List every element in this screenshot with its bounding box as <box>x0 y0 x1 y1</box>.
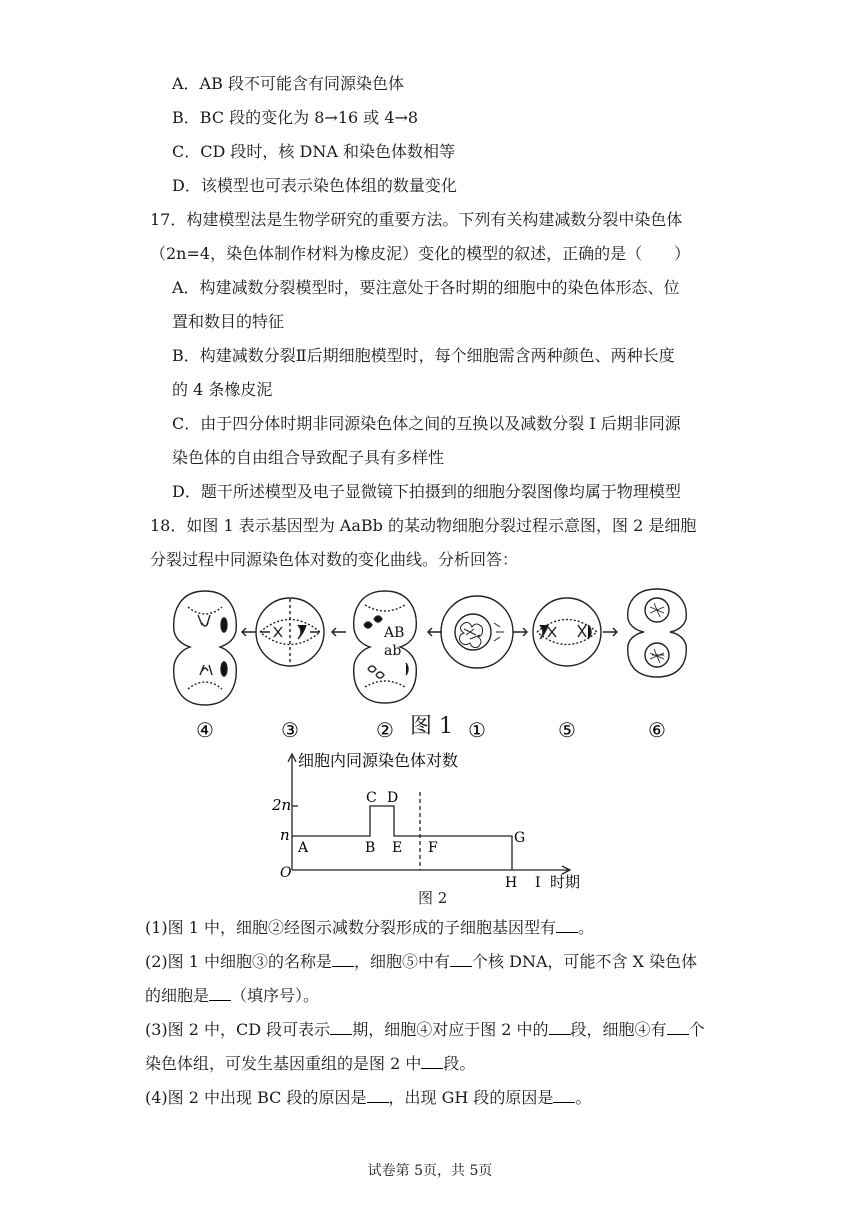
q17-option-c-line1: C．由于四分体时期非同源染色体之间的互换以及减数分裂 I 后期非同源 <box>172 414 681 433</box>
q18-sub1: (1)图 1 中，细胞②经图示减数分裂形成的子细胞基因型有 。 <box>145 918 595 937</box>
cell-1 <box>441 596 513 668</box>
cell-6 <box>628 589 687 677</box>
q18-stem-line1: 18．如图 1 表示基因型为 AaBb 的某动物细胞分裂过程示意图，图 2 是细胞 <box>150 516 697 535</box>
answer-blank[interactable] <box>556 918 578 933</box>
label-a: A <box>298 840 309 856</box>
q18-sub4: (4)图 2 中出现 BC 段的原因是 ，出现 GH 段的原因是 。 <box>145 1088 592 1107</box>
label-e: E <box>392 840 403 856</box>
answer-blank[interactable] <box>367 1088 389 1103</box>
q16-option-d: D．该模型也可表示染色体组的数量变化 <box>172 176 457 195</box>
page-footer: 试卷第 5页，共 5页 <box>367 1163 493 1179</box>
cell-4 <box>174 591 237 705</box>
answer-blank[interactable] <box>553 1088 575 1103</box>
answer-blank[interactable] <box>450 952 472 967</box>
q18-stem-line2: 分裂过程中同源染色体对数的变化曲线。分析回答： <box>150 550 519 569</box>
cell-label-3: ③ <box>281 718 299 742</box>
label-i: I <box>535 875 541 891</box>
cell-label-1: ① <box>468 718 486 742</box>
figure-2-caption: 图 2 <box>418 889 448 907</box>
cell-label-6: ⑥ <box>648 718 666 742</box>
answer-blank[interactable] <box>667 1020 689 1035</box>
answer-blank[interactable] <box>332 952 354 967</box>
q17-option-a-line2: 置和数目的特征 <box>172 312 285 331</box>
label-b: B <box>365 840 376 856</box>
answer-blank[interactable] <box>330 1020 352 1035</box>
answer-blank[interactable] <box>209 986 231 1001</box>
q17-option-d: D．题干所述模型及电子显微镜下拍摄到的细胞分裂图像均属于物理模型 <box>172 482 681 501</box>
gene-label-bottom: ab <box>384 643 402 659</box>
figure-1-caption: 图 1 <box>410 714 453 739</box>
ytick-n: n <box>280 826 290 844</box>
graph-ylabel: 细胞内同源染色体对数 <box>298 751 459 770</box>
q17-option-b-line1: B．构建减数分裂Ⅱ后期细胞模型时，每个细胞需含两种颜色、两种长度 <box>172 346 675 365</box>
label-f: F <box>428 840 438 856</box>
cell-label-5: ⑤ <box>558 718 576 742</box>
xlabel-period: 时期 <box>550 873 581 891</box>
label-c: C <box>366 790 377 806</box>
origin-label: O <box>280 865 292 881</box>
label-d: D <box>387 790 399 806</box>
q16-option-b: B．BC 段的变化为 8→16 或 4→8 <box>172 108 419 127</box>
q17-option-c-line2: 染色体的自由组合导致配子具有多样性 <box>172 448 445 467</box>
q16-option-c: C．CD 段时，核 DNA 和染色体数相等 <box>172 142 455 161</box>
answer-blank[interactable] <box>421 1054 443 1069</box>
cell-label-2: ② <box>376 718 394 742</box>
cell-label-4: ④ <box>196 718 214 742</box>
q17-stem-line1: 17．构建模型法是生物学研究的重要方法。下列有关构建减数分裂中染色体 <box>150 210 683 229</box>
cell-5 <box>533 598 601 666</box>
label-g: G <box>514 830 526 846</box>
q17-option-b-line2: 的 4 条橡皮泥 <box>172 380 273 399</box>
cell-3 <box>256 598 324 666</box>
answer-blank[interactable] <box>549 1020 571 1035</box>
q17-stem-line2: （2n=4，染色体制作材料为橡皮泥）变化的模型的叙述，正确的是（ ） <box>150 244 691 263</box>
q18-sub3-line2: 染色体组，可发生基因重组的是图 2 中 段。 <box>145 1054 476 1073</box>
q16-option-a: A．AB 段不可能含有同源染色体 <box>172 74 404 93</box>
figure-2-graph <box>270 750 600 895</box>
gene-label-top: AB <box>384 625 405 641</box>
q17-option-a-line1: A．构建减数分裂模型时，要注意处于各时期的细胞中的染色体形态、位 <box>172 278 680 297</box>
q18-sub2-line2: 的细胞是 （填序号）。 <box>145 986 320 1005</box>
q18-sub2-line1: (2)图 1 中细胞③的名称是 ，细胞⑤中有 个核 DNA，可能不含 X 染色体 <box>145 952 698 971</box>
q18-sub3-line1: (3)图 2 中，CD 段可表示 期，细胞④对应于图 2 中的 段，细胞④有 个 <box>145 1020 705 1039</box>
label-h: H <box>505 875 518 891</box>
ytick-2n: 2n <box>272 796 292 814</box>
